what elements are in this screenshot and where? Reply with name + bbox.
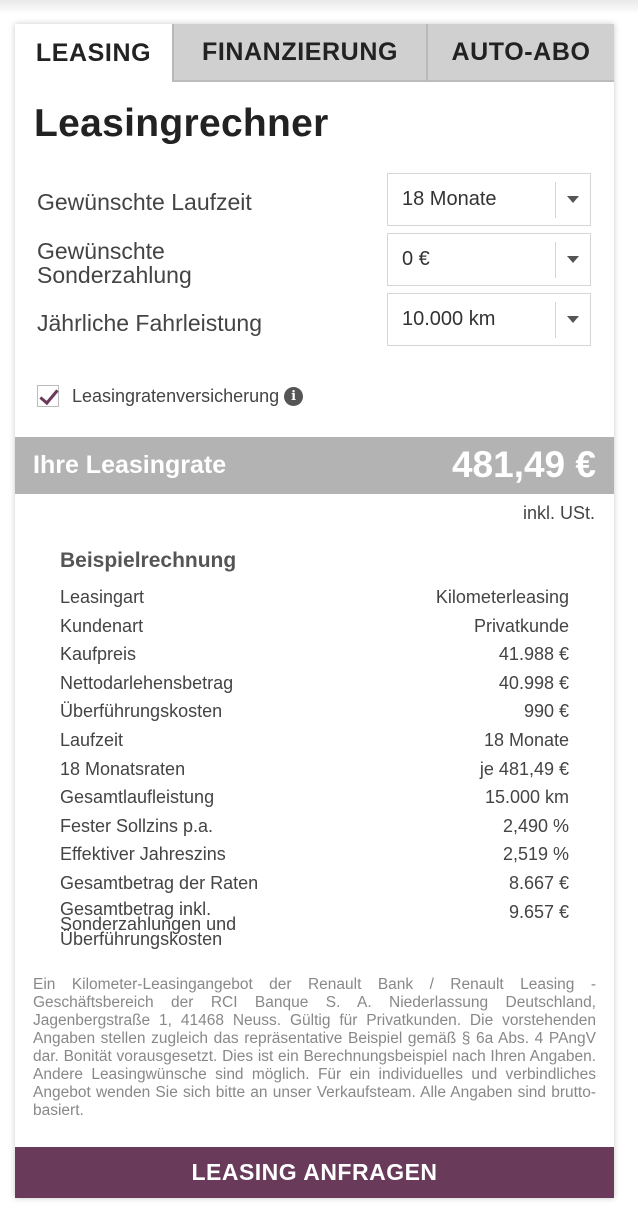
example-table — [60, 587, 569, 949]
row-value: 15.000 km — [484, 787, 569, 808]
duration-value: 18 Monate — [402, 188, 497, 210]
insurance-label: Leasingratenversicherung — [72, 385, 280, 406]
top-shadow — [0, 0, 638, 14]
down-payment-select[interactable] — [387, 233, 591, 286]
row-value: 2,519 % — [502, 844, 569, 865]
duration-label: Gewünschte Laufzeit — [37, 189, 252, 215]
tab-finanzierung[interactable]: FINANZIERUNG — [172, 24, 426, 82]
chevron-down-icon — [556, 196, 590, 203]
vat-note: inkl. USt. — [522, 503, 595, 523]
rate-bar — [15, 437, 614, 494]
row-value: 41.988 € — [498, 644, 569, 665]
row-key: Gesamtbetrag inkl. Sonderzahlungen und Überführungskosten — [60, 898, 237, 949]
chevron-down-icon — [556, 256, 590, 263]
mileage-select[interactable] — [387, 293, 591, 346]
row-value: Kilometerleasing — [435, 587, 569, 607]
row-value: 9.657 € — [508, 901, 569, 922]
table-row — [60, 873, 569, 902]
tab-leasing[interactable]: LEASING — [15, 24, 172, 82]
table-row — [60, 816, 569, 845]
info-icon[interactable]: i — [284, 387, 303, 406]
example-title: Beispielrechnung — [60, 549, 237, 572]
rate-label: Ihre Leasingrate — [33, 451, 227, 479]
row-key: Effektiver Jahreszins — [60, 844, 226, 865]
legal-disclaimer: Ein Kilometer-Leasingangebot der Renault Bank / Renault Leasing - Geschäftsbereich der RCI Banque S. A. Niederlassung Deutschland, Jagenbergstraße 1, 41468 Neuss. Gültig für Privatkunden. Die vorstehenden Angaben stellen zugleich das repräsentative Beispiel gemäß § 6a Abs. 4 PAngV dar. Bonität vorausgesetzt. Dies ist ein Berechnungsbeispiel nach Ihren Angaben. Andere Leasingwünsche sind möglich. Für ein individuelles und verbindliches Angebot wenden Sie sich bitte an unser Verkaufsteam. Alle Angaben sind brutto-basiert. — [33, 976, 596, 1119]
row-key: Fester Sollzins p.a. — [60, 815, 214, 836]
row-key: Gesamtbetrag der Raten — [60, 872, 259, 893]
row-value: 990 € — [523, 701, 569, 722]
row-value: 40.998 € — [498, 672, 569, 693]
down-payment-value: 0 € — [402, 248, 430, 270]
mileage-label: Jährliche Fahrleistung — [37, 310, 263, 336]
duration-select[interactable] — [387, 173, 591, 226]
row-value: 18 Monate — [483, 729, 569, 750]
table-row — [60, 616, 569, 645]
row-key: Laufzeit — [60, 729, 124, 750]
table-row — [60, 787, 569, 816]
tab-auto-abo[interactable]: AUTO-ABO — [426, 24, 614, 82]
row-key: Nettodarlehensbetrag — [60, 672, 234, 693]
insurance-option — [37, 385, 303, 407]
down-payment-label: Gewünschte Sonderzahlung — [37, 238, 192, 288]
table-row — [60, 898, 569, 949]
insurance-checkbox[interactable] — [37, 385, 59, 407]
row-key: Leasingart — [60, 587, 145, 607]
row-value: Privatkunde — [473, 615, 569, 636]
row-value: je 481,49 € — [479, 758, 569, 779]
request-leasing-button[interactable]: LEASING ANFRAGEN — [15, 1147, 614, 1198]
row-value: 2,490 % — [502, 815, 569, 836]
row-key: Gesamtlaufleistung — [60, 787, 215, 808]
table-row — [60, 644, 569, 673]
table-row — [60, 759, 569, 788]
row-key: Überführungskosten — [60, 701, 223, 722]
rate-value: 481,49 € — [451, 444, 596, 485]
table-row — [60, 587, 569, 616]
mileage-value: 10.000 km — [402, 308, 496, 330]
table-row — [60, 730, 569, 759]
row-key: Kaufpreis — [60, 644, 137, 665]
row-value: 8.667 € — [508, 872, 569, 893]
chevron-down-icon — [556, 316, 590, 323]
row-key: 18 Monatsraten — [60, 758, 186, 779]
tab-bar — [15, 24, 614, 82]
leasing-calculator-card — [15, 24, 614, 1198]
table-row — [60, 673, 569, 702]
page-title: Leasingrechner — [34, 102, 329, 145]
row-key: Kundenart — [60, 615, 144, 636]
table-row — [60, 844, 569, 873]
table-row — [60, 701, 569, 730]
